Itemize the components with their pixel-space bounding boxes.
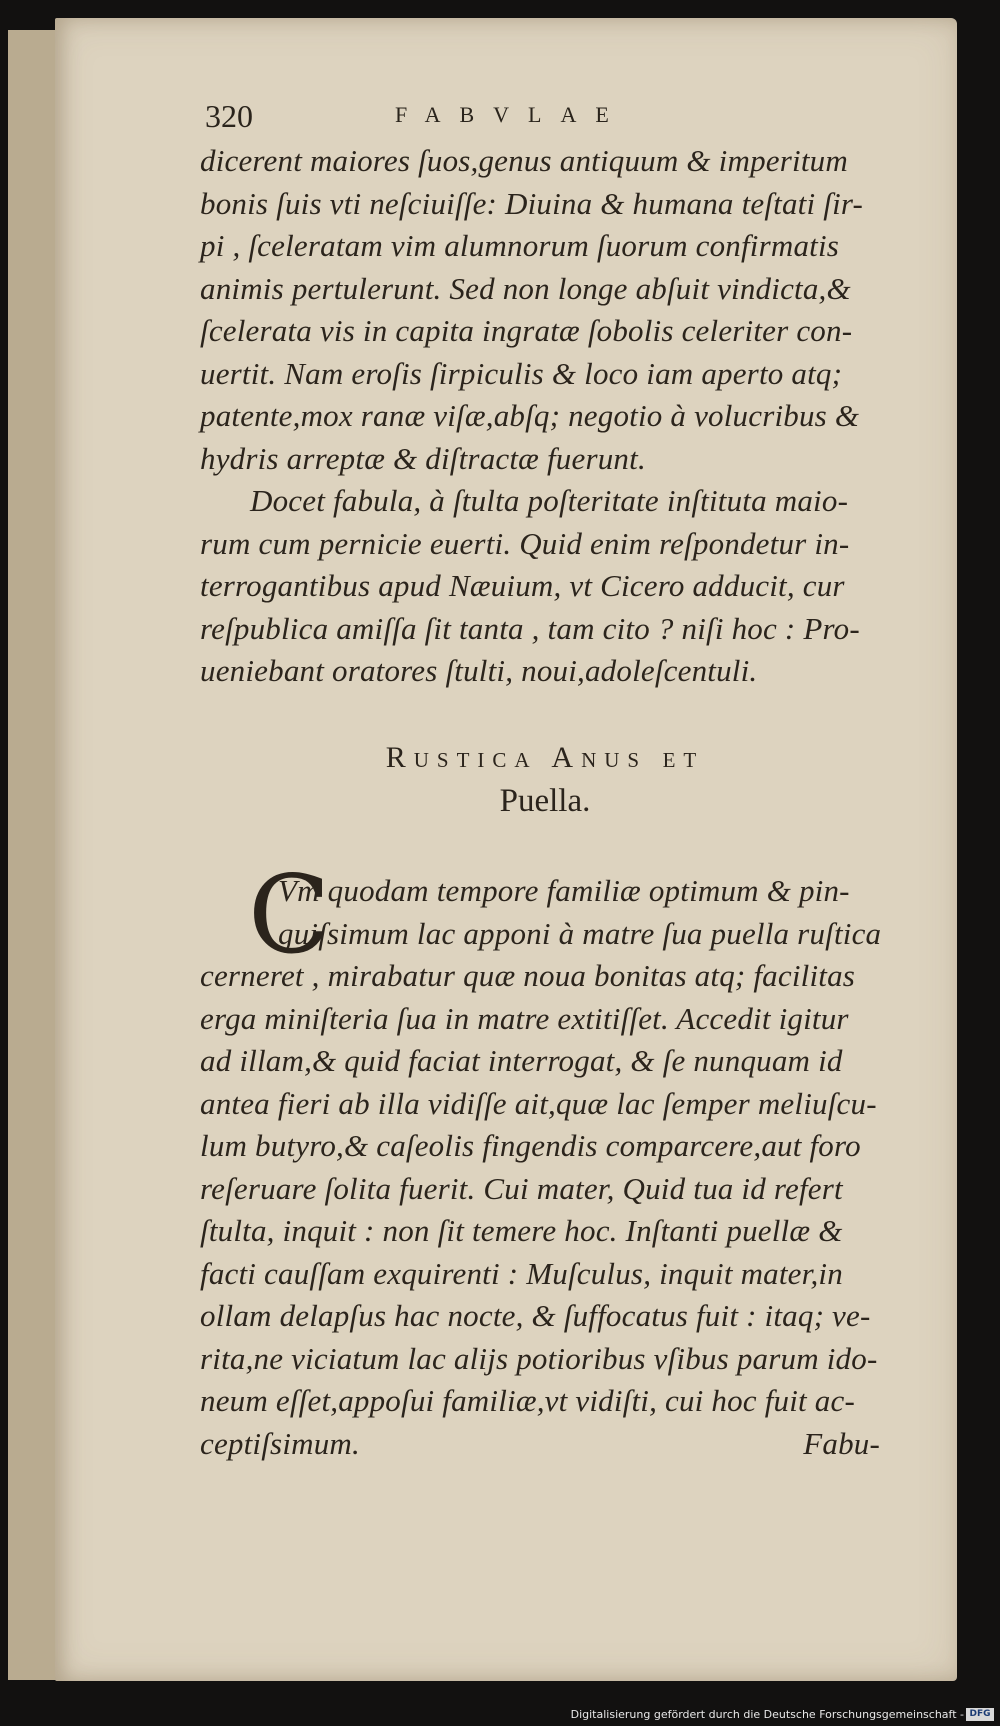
text-line: erga miniſteria ſua in matre extitiſſet. Accedit igitur [200,1000,849,1036]
text-line: Docet fabula, à ſtulta poſteritate inſtituta maio- [250,483,849,518]
text-line: facti cauſſam exquirenti : Muſculus, inquit mater,in [200,1255,843,1291]
text-line: ad illam,& quid faciat interrogat, & ſe nunquam id [200,1043,843,1078]
fable-heading [200,738,890,824]
text-line: terrogantibus apud Næuium, vt Cicero adducit, cur [200,568,845,603]
text-line: dicerent maiores ſuos,genus antiquum & imperitum [200,143,848,178]
running-head [205,98,805,138]
text-line: ueniebant oratores ſtulti, noui,adoleſcentuli. [200,653,758,688]
dfg-logo-icon: DFG [966,1708,994,1721]
paragraph-previous-fable [200,140,890,480]
text-line: reſeruare ſolita fuerit. Cui mater, Quid tua id refert [200,1170,843,1206]
text-line: lum butyro,& caſeolis fingendis comparcere,aut foro [200,1128,861,1163]
text-line: uertit. Nam eroſis ſirpiculis & loco iam aperto atq; [200,355,843,391]
text-line: rita,ne viciatum lac alijs potioribus vſibus parum ido- [200,1340,878,1376]
funding-credit: Digitalisierung gefördert durch die Deutsche Forschungsgemeinschaft - [570,1708,964,1721]
text-line: reſpublica amiſſa ſit tanta , tam cito ? niſi hoc : Pro- [200,610,860,646]
text-line: neum eſſet,appoſui familiæ,vt vidiſti, cui hoc fuit ac- [200,1383,855,1418]
text-line-last [200,1423,890,1466]
text-fragment: ceptiſsimum. [200,1425,360,1461]
text-line: guiſsimum lac apponi à matre ſua puella ruſtica [278,915,882,951]
page-number: 320 [205,98,253,134]
text-line: ſcelerata vis in capita ingratæ ſobolis celeriter con- [200,313,853,348]
drop-cap: C [248,853,331,978]
text-line: Vm quodam tempore familiæ optimum & pin- [278,873,850,908]
paragraph-fable-text [200,853,890,1465]
text-line: cerneret , mirabatur quæ noua bonitas atq; facilitas [200,958,856,993]
text-line: bonis ſuis vti neſciuiſſe: Diuina & humana teſtati ſir- [200,185,864,221]
running-title: FABVLAE [395,102,628,127]
text-line: animis pertulerunt. Sed non longe abſuit vindicta,& [200,270,851,306]
text-line: patente,mox ranæ viſæ,abſq; negotio à volucribus & [200,398,860,433]
text-line: antea fieri ab illa vidiſſe ait,quæ lac ſemper meliuſcu- [200,1085,877,1121]
text-line: ollam delapſus hac nocte, & ſuffocatus fuit : itaq; ve- [200,1298,871,1333]
heading-title: Rustica Anus et [385,741,705,774]
text-line: ſtulta, inquit : non ſit temere hoc. Inſtanti puellæ & [200,1213,843,1248]
text-line: hydris arreptæ & diſtractæ fuerunt. [200,440,646,476]
text-line: rum cum pernicie euerti. Quid enim reſpondetur in- [200,525,850,561]
paragraph-moral [200,480,890,693]
catchword: Fabu- [803,1425,880,1461]
text-line: pi , ſceleratam vim alumnorum ſuorum confirmatis [200,228,840,263]
heading-subtitle: Puella. [499,783,591,819]
